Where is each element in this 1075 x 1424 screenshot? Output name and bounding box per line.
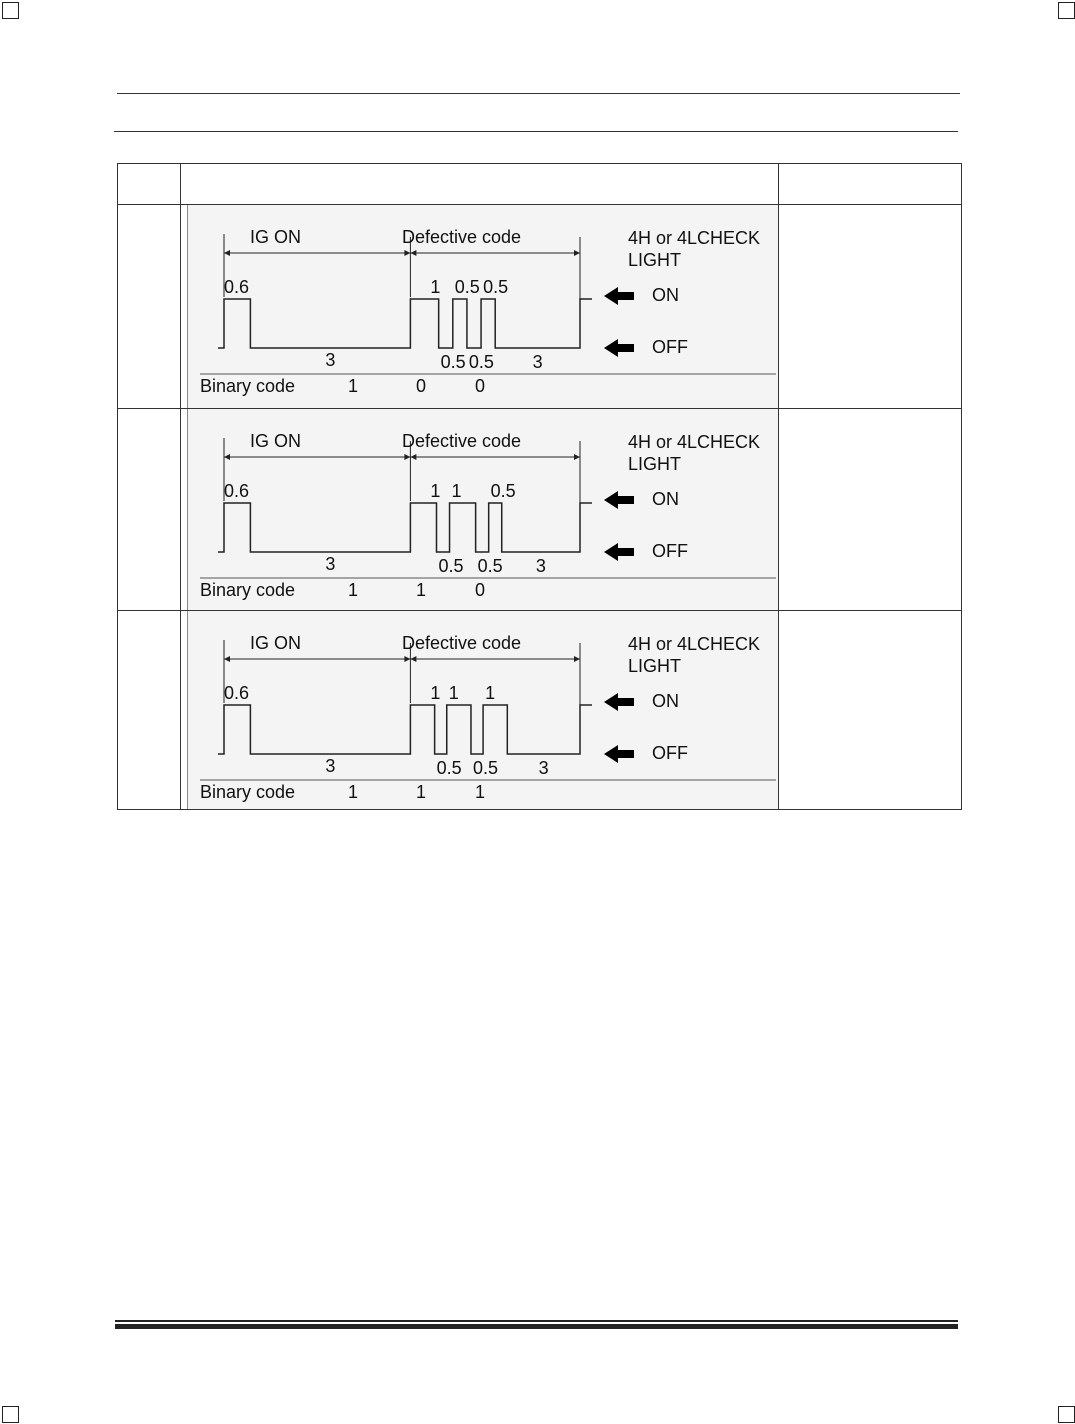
check-light-label: 4H or 4LCHECK bbox=[628, 228, 761, 248]
gap-duration-label: 0.5 bbox=[440, 352, 466, 372]
off-label: OFF bbox=[652, 541, 688, 561]
footer-rule-thin bbox=[115, 1320, 958, 1322]
waveform-signal bbox=[218, 503, 592, 552]
defective-code-label: Defective code bbox=[402, 227, 522, 247]
check-light-label-line2: LIGHT bbox=[628, 454, 682, 474]
on-arrow-icon bbox=[604, 491, 634, 509]
ig-on-label: IG ON bbox=[250, 633, 302, 653]
header-rule-bottom bbox=[114, 131, 958, 132]
header-cell-remarks bbox=[779, 164, 962, 205]
crop-mark-bottom-left bbox=[2, 1406, 19, 1423]
pulse-duration-label: 1 bbox=[430, 277, 441, 297]
gap-duration-label: 3 bbox=[325, 554, 336, 574]
diagram-cell bbox=[181, 409, 779, 611]
binary-digit: 0 bbox=[475, 376, 486, 396]
binary-digit: 0 bbox=[475, 580, 486, 600]
off-arrow-icon bbox=[604, 745, 634, 763]
pulse-duration-label: 1 bbox=[430, 481, 441, 501]
gap-duration-label: 0.5 bbox=[468, 352, 494, 372]
pulse-duration-label: 1 bbox=[448, 683, 459, 703]
on-label: ON bbox=[652, 489, 679, 509]
table-row bbox=[118, 409, 962, 611]
diagram-cell bbox=[181, 205, 779, 409]
code-cell bbox=[118, 611, 181, 810]
gap-duration-label: 0.5 bbox=[477, 556, 503, 576]
header-rule-top bbox=[117, 93, 960, 94]
remarks-cell bbox=[779, 409, 962, 611]
initial-on-duration-label: 0.6 bbox=[224, 277, 250, 297]
remarks-cell bbox=[779, 611, 962, 810]
on-label: ON bbox=[652, 691, 679, 711]
gap-duration-label: 3 bbox=[532, 352, 543, 372]
binary-digit: 0 bbox=[416, 376, 427, 396]
waveform-signal bbox=[218, 299, 592, 348]
pulse-duration-label: 0.5 bbox=[454, 277, 480, 297]
binary-code-label: Binary code bbox=[200, 782, 296, 802]
check-light-label-line2: LIGHT bbox=[628, 656, 682, 676]
check-light-label-line2: LIGHT bbox=[628, 250, 682, 270]
code-cell bbox=[118, 205, 181, 409]
waveform-panel bbox=[187, 611, 779, 809]
binary-digit: 1 bbox=[416, 782, 427, 802]
defective-code-label: Defective code bbox=[402, 633, 522, 653]
table-row bbox=[118, 611, 962, 810]
binary-digit: 1 bbox=[348, 782, 359, 802]
off-arrow-icon bbox=[604, 543, 634, 561]
waveform-diagram bbox=[188, 409, 778, 610]
gap-duration-label: 3 bbox=[325, 350, 336, 370]
diagnostic-code-table bbox=[117, 163, 962, 810]
binary-digit: 1 bbox=[348, 376, 359, 396]
diagram-cell bbox=[181, 611, 779, 810]
waveform-signal bbox=[218, 705, 592, 754]
on-arrow-icon bbox=[604, 693, 634, 711]
binary-code-label: Binary code bbox=[200, 580, 296, 600]
crop-mark-bottom-right bbox=[1058, 1406, 1075, 1423]
gap-duration-label: 3 bbox=[325, 756, 336, 776]
ig-on-label: IG ON bbox=[250, 431, 302, 451]
crop-mark-top-right bbox=[1058, 2, 1075, 19]
footer-rule-thick bbox=[115, 1324, 958, 1329]
initial-on-duration-label: 0.6 bbox=[224, 481, 250, 501]
initial-on-duration-label: 0.6 bbox=[224, 683, 250, 703]
binary-digit: 1 bbox=[475, 782, 486, 802]
ig-on-label: IG ON bbox=[250, 227, 302, 247]
code-cell bbox=[118, 409, 181, 611]
binary-digit: 1 bbox=[416, 580, 427, 600]
table-row bbox=[118, 205, 962, 409]
check-light-label: 4H or 4LCHECK bbox=[628, 432, 761, 452]
pulse-duration-label: 1 bbox=[485, 683, 496, 703]
on-arrow-icon bbox=[604, 287, 634, 305]
pulse-duration-label: 1 bbox=[451, 481, 462, 501]
gap-duration-label: 0.5 bbox=[436, 758, 462, 778]
header-cell-diagram bbox=[181, 164, 779, 205]
crop-mark-top-left bbox=[2, 2, 19, 19]
pulse-duration-label: 1 bbox=[430, 683, 441, 703]
gap-duration-label: 3 bbox=[535, 556, 546, 576]
defective-code-label: Defective code bbox=[402, 431, 522, 451]
gap-duration-label: 3 bbox=[538, 758, 549, 778]
gap-duration-label: 0.5 bbox=[472, 758, 499, 778]
waveform-panel bbox=[187, 409, 779, 610]
off-arrow-icon bbox=[604, 339, 634, 357]
binary-code-label: Binary code bbox=[200, 376, 296, 396]
off-label: OFF bbox=[652, 743, 688, 763]
table-header-row bbox=[118, 164, 962, 205]
header-cell-code bbox=[118, 164, 181, 205]
binary-digit: 1 bbox=[348, 580, 359, 600]
on-label: ON bbox=[652, 285, 679, 305]
waveform-diagram bbox=[188, 611, 778, 809]
check-light-label: 4H or 4LCHECK bbox=[628, 634, 761, 654]
waveform-panel bbox=[187, 205, 779, 408]
off-label: OFF bbox=[652, 337, 688, 357]
pulse-duration-label: 0.5 bbox=[483, 277, 509, 297]
waveform-diagram bbox=[188, 205, 778, 408]
pulse-duration-label: 0.5 bbox=[490, 481, 516, 501]
gap-duration-label: 0.5 bbox=[438, 556, 464, 576]
remarks-cell bbox=[779, 205, 962, 409]
